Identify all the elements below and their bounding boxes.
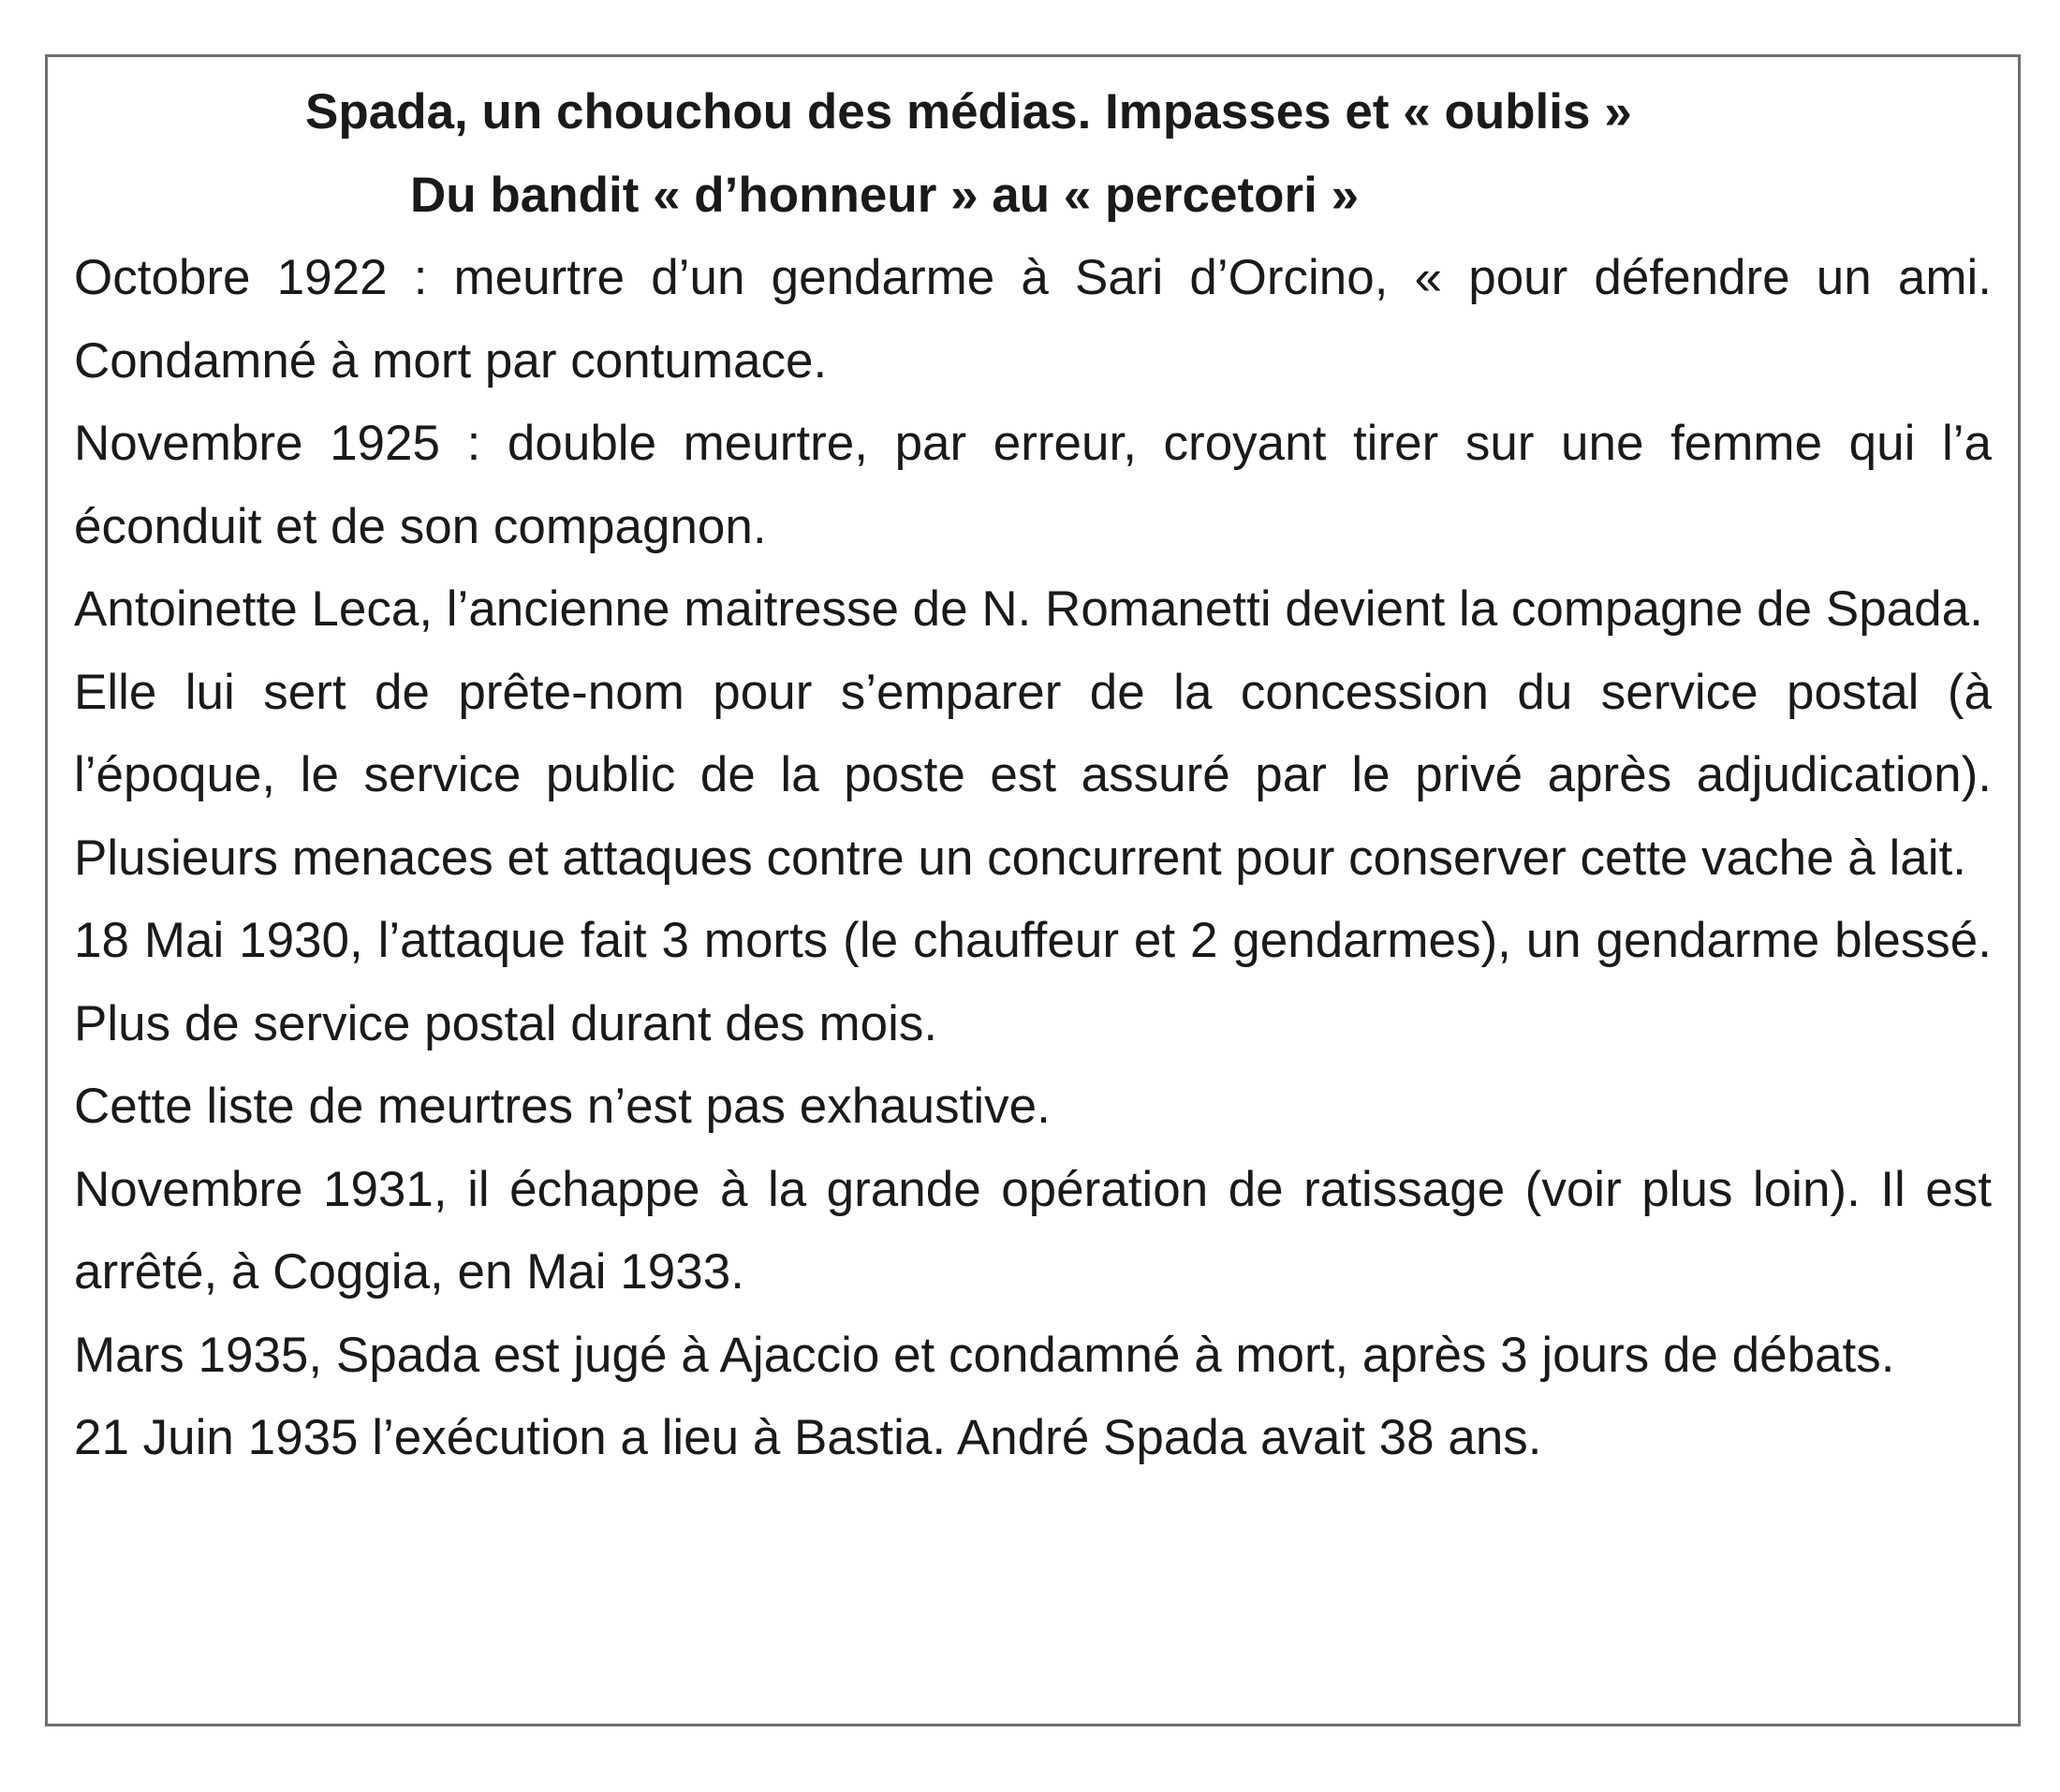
paragraph-1930: 18 Mai 1930, l’attaque fait 3 morts (le chauffeur et 2 gendarmes), un gendarme blessé. Plus de service postal durant des mois. (74, 913, 1992, 1051)
paragraph-service-postal: Elle lui sert de prête-nom pour s’emparer de la concession du service postal (à l’époque, le service public de la poste est assuré par le privé après adjudication). Plusieurs menaces et attaques contre un concurrent pour conserver cette vache à lait. (74, 664, 1992, 886)
paragraph-1922: Octobre 1922 : meurtre d’un gendarme à Sari d’Orcino, « pour défendre un ami. Condamné à mort par contumace. (74, 250, 1992, 389)
title-line-1: Spada, un chouchou des médias. Impasses et « oublis » (305, 84, 1632, 140)
text-box (45, 54, 2021, 1726)
title-line-2: Du bandit « d’honneur » au « percetori » (410, 168, 1360, 223)
paragraph-leca: Antoinette Leca, l’ancienne maitresse de N. Romanetti devient la compagne de Spada. (74, 581, 1983, 637)
paragraph-liste: Cette liste de meurtres n’est pas exhaustive. (74, 1079, 1051, 1134)
paragraph-1935-juin: 21 Juin 1935 l’exécution a lieu à Bastia. André Spada avait 38 ans. (74, 1410, 1542, 1465)
paragraph-1931: Novembre 1931, il échappe à la grande opération de ratissage (voir plus loin). Il est arrêté, à Coggia, en Mai 1933. (74, 1161, 1992, 1300)
paragraph-1935-mars: Mars 1935, Spada est jugé à Ajaccio et condamné à mort, après 3 jours de débats. (74, 1327, 1895, 1383)
paragraph-1925: Novembre 1925 : double meurtre, par erreur, croyant tirer sur une femme qui l’a éconduit et de son compagnon. (74, 416, 1992, 554)
